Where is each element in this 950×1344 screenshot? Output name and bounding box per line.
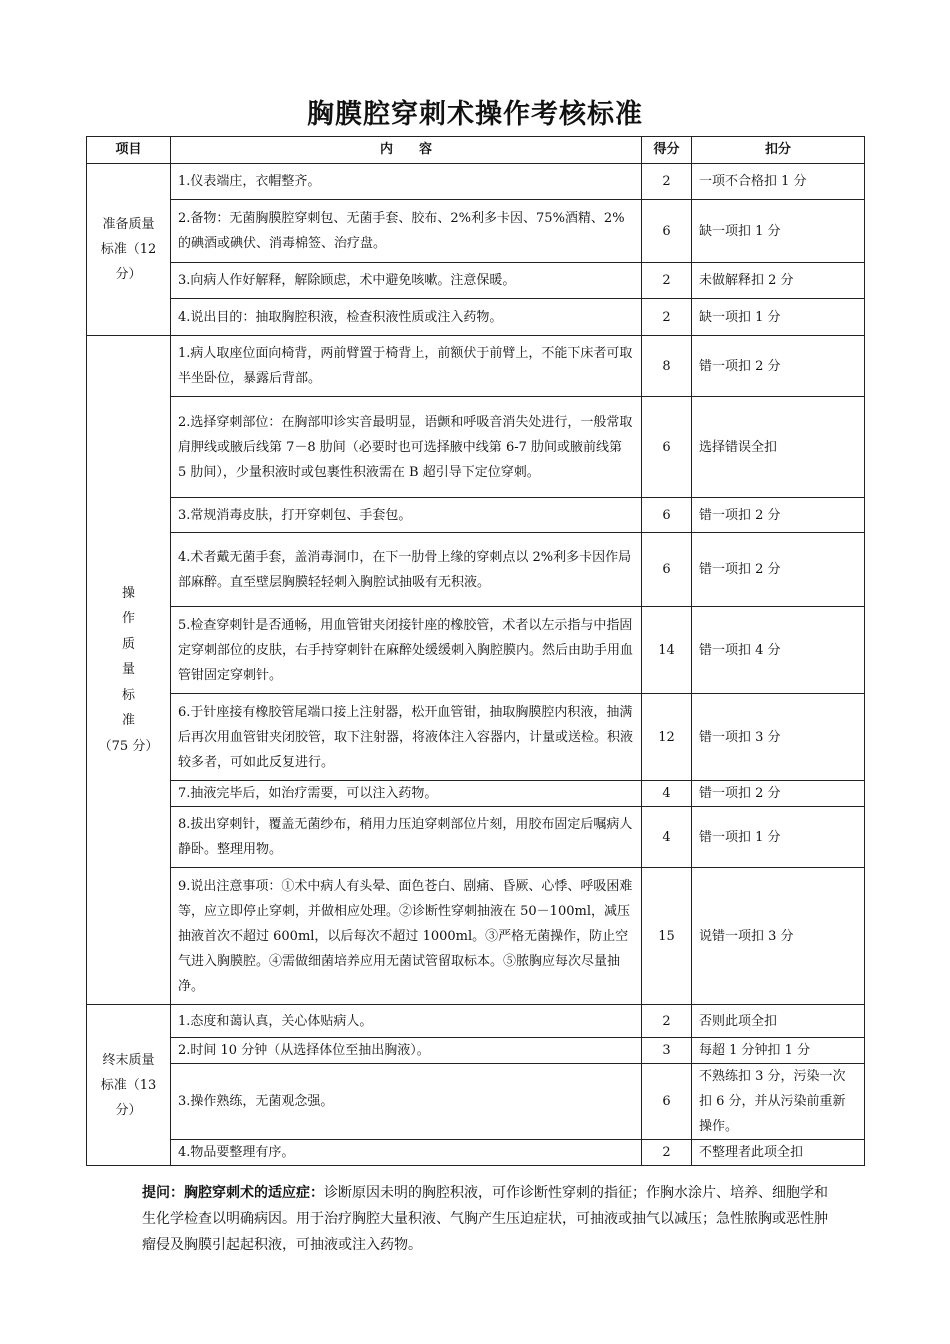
item-score: 2 <box>642 1140 692 1166</box>
item-content: 4.物品要整理有序。 <box>171 1140 642 1166</box>
item-content: 4.说出目的：抽取胸腔积液，检查积液性质或注入药物。 <box>171 299 642 336</box>
item-content: 8.拔出穿刺针，覆盖无菌纱布，稍用力压迫穿刺部位片刻，用胶布固定后嘱病人静卧。整理用物。 <box>171 807 642 868</box>
table-row <box>87 1140 865 1166</box>
item-deduct: 缺一项扣 1 分 <box>692 200 865 263</box>
item-content: 3.常规消毒皮肤，打开穿刺包、手套包。 <box>171 498 642 533</box>
item-score: 8 <box>642 336 692 397</box>
item-score: 6 <box>642 1064 692 1140</box>
item-score: 12 <box>642 694 692 781</box>
indications-note <box>142 1180 832 1258</box>
item-deduct: 错一项扣 2 分 <box>692 533 865 607</box>
table-row <box>87 263 865 299</box>
item-content: 1.病人取座位面向椅背，两前臂置于椅背上，前额伏于前臂上，不能下床者可取半坐卧位，暴露后背部。 <box>171 336 642 397</box>
item-content: 1.态度和蔼认真，关心体贴病人。 <box>171 1005 642 1038</box>
header-score: 得分 <box>642 137 692 164</box>
item-deduct: 否则此项全扣 <box>692 1005 865 1038</box>
table-row <box>87 336 865 397</box>
table-row <box>87 397 865 498</box>
item-score: 14 <box>642 607 692 694</box>
note-label: 提问：胸腔穿刺术的适应症： <box>142 1185 324 1201</box>
item-content: 9.说出注意事项：①术中病人有头晕、面色苍白、剧痛、昏厥、心悸、呼吸困难等，应立即停止穿刺，并做相应处理。②诊断性穿刺抽液在 50－100ml，减压抽液首次不超过 600ml，以后每次不超过 1000ml。③严格无菌操作，防止空气进入胸膜腔。④需做细菌培养应用无菌试管留取标本。⑤脓胸应每次尽量抽净。 <box>171 868 642 1005</box>
table-row <box>87 868 865 1005</box>
item-deduct: 错一项扣 2 分 <box>692 498 865 533</box>
table-header-row <box>87 137 865 164</box>
table-row <box>87 1064 865 1140</box>
item-content: 3.操作熟练，无菌观念强。 <box>171 1064 642 1140</box>
table-row <box>87 533 865 607</box>
item-score: 6 <box>642 397 692 498</box>
item-content: 4.术者戴无菌手套，盖消毒洞巾，在下一肋骨上缘的穿刺点以 2%利多卡因作局部麻醉。直至壁层胸膜轻轻刺入胸腔试抽吸有无积液。 <box>171 533 642 607</box>
note-text: 诊断原因未明的胸腔积液，可作诊断性穿刺的指征；作胸水涂片、培养、细胞学和生化学检查以明确病因。用于治疗胸腔大量积液、气胸产生压迫症状，可抽液或抽气以减压；急性脓胸或恶性肿瘤侵及胸膜引起起积液，可抽液或注入药物。 <box>142 1185 828 1253</box>
category-final: 终末质量 标准（13 分） <box>87 1005 171 1166</box>
item-content: 2.时间 10 分钟（从选择体位至抽出胸液）。 <box>171 1038 642 1064</box>
item-deduct: 错一项扣 2 分 <box>692 781 865 807</box>
table-row <box>87 200 865 263</box>
table-row <box>87 498 865 533</box>
item-score: 2 <box>642 299 692 336</box>
table-row <box>87 694 865 781</box>
item-content: 1.仪表端庄，衣帽整齐。 <box>171 164 642 200</box>
item-score: 6 <box>642 533 692 607</box>
item-deduct: 说错一项扣 3 分 <box>692 868 865 1005</box>
table-row <box>87 781 865 807</box>
item-score: 6 <box>642 498 692 533</box>
item-deduct: 未做解释扣 2 分 <box>692 263 865 299</box>
table-row <box>87 1038 865 1064</box>
item-deduct: 每超 1 分钟扣 1 分 <box>692 1038 865 1064</box>
item-deduct: 不熟练扣 3 分，污染一次扣 6 分，并从污染前重新操作。 <box>692 1064 865 1140</box>
item-score: 2 <box>642 164 692 200</box>
header-deduct: 扣分 <box>692 137 865 164</box>
item-score: 4 <box>642 781 692 807</box>
table-row <box>87 607 865 694</box>
item-content: 7.抽液完毕后，如治疗需要，可以注入药物。 <box>171 781 642 807</box>
table-row <box>87 807 865 868</box>
page-title: 胸膜腔穿刺术操作考核标准 <box>307 99 643 130</box>
item-score: 2 <box>642 263 692 299</box>
category-operation: 操 作 质 量 标 准 （75 分） <box>87 336 171 1005</box>
header-content: 内 容 <box>171 137 642 164</box>
item-deduct: 一项不合格扣 1 分 <box>692 164 865 200</box>
table-row <box>87 164 865 200</box>
item-content: 6.于针座接有橡胶管尾端口接上注射器，松开血管钳，抽取胸膜腔内积液，抽满后再次用血管钳夹闭胶管，取下注射器，将液体注入容器内，计量或送检。积液较多者，可如此反复进行。 <box>171 694 642 781</box>
item-content: 5.检查穿刺针是否通畅，用血管钳夹闭接针座的橡胶管，术者以左示指与中指固定穿刺部位的皮肤，右手持穿刺针在麻醉处缓缓刺入胸腔膜内。然后由助手用血管钳固定穿刺针。 <box>171 607 642 694</box>
header-item: 项目 <box>87 137 171 164</box>
item-deduct: 错一项扣 3 分 <box>692 694 865 781</box>
item-deduct: 不整理者此项全扣 <box>692 1140 865 1166</box>
item-deduct: 错一项扣 4 分 <box>692 607 865 694</box>
item-deduct: 错一项扣 2 分 <box>692 336 865 397</box>
item-score: 15 <box>642 868 692 1005</box>
item-score: 4 <box>642 807 692 868</box>
item-score: 2 <box>642 1005 692 1038</box>
assessment-table <box>86 136 865 1166</box>
item-score: 6 <box>642 200 692 263</box>
item-deduct: 错一项扣 1 分 <box>692 807 865 868</box>
table-row <box>87 299 865 336</box>
item-deduct: 缺一项扣 1 分 <box>692 299 865 336</box>
item-content: 2.备物：无菌胸膜腔穿刺包、无菌手套、胶布、2%利多卡因、75%酒精、2%的碘酒或碘伏、消毒棉签、治疗盘。 <box>171 200 642 263</box>
item-deduct: 选择错误全扣 <box>692 397 865 498</box>
category-preparation: 准备质量 标准（12 分） <box>87 164 171 336</box>
item-content: 3.向病人作好解释，解除顾虑，术中避免咳嗽。注意保暖。 <box>171 263 642 299</box>
item-content: 2.选择穿刺部位：在胸部叩诊实音最明显，语颤和呼吸音消失处进行，一般常取肩胛线或腋后线第 7－8 肋间（必要时也可选择腋中线第 6-7 肋间或腋前线第 5 肋间），少量积液时或包裹性积液需在 B 超引导下定位穿刺。 <box>171 397 642 498</box>
item-score: 3 <box>642 1038 692 1064</box>
table-row <box>87 1005 865 1038</box>
